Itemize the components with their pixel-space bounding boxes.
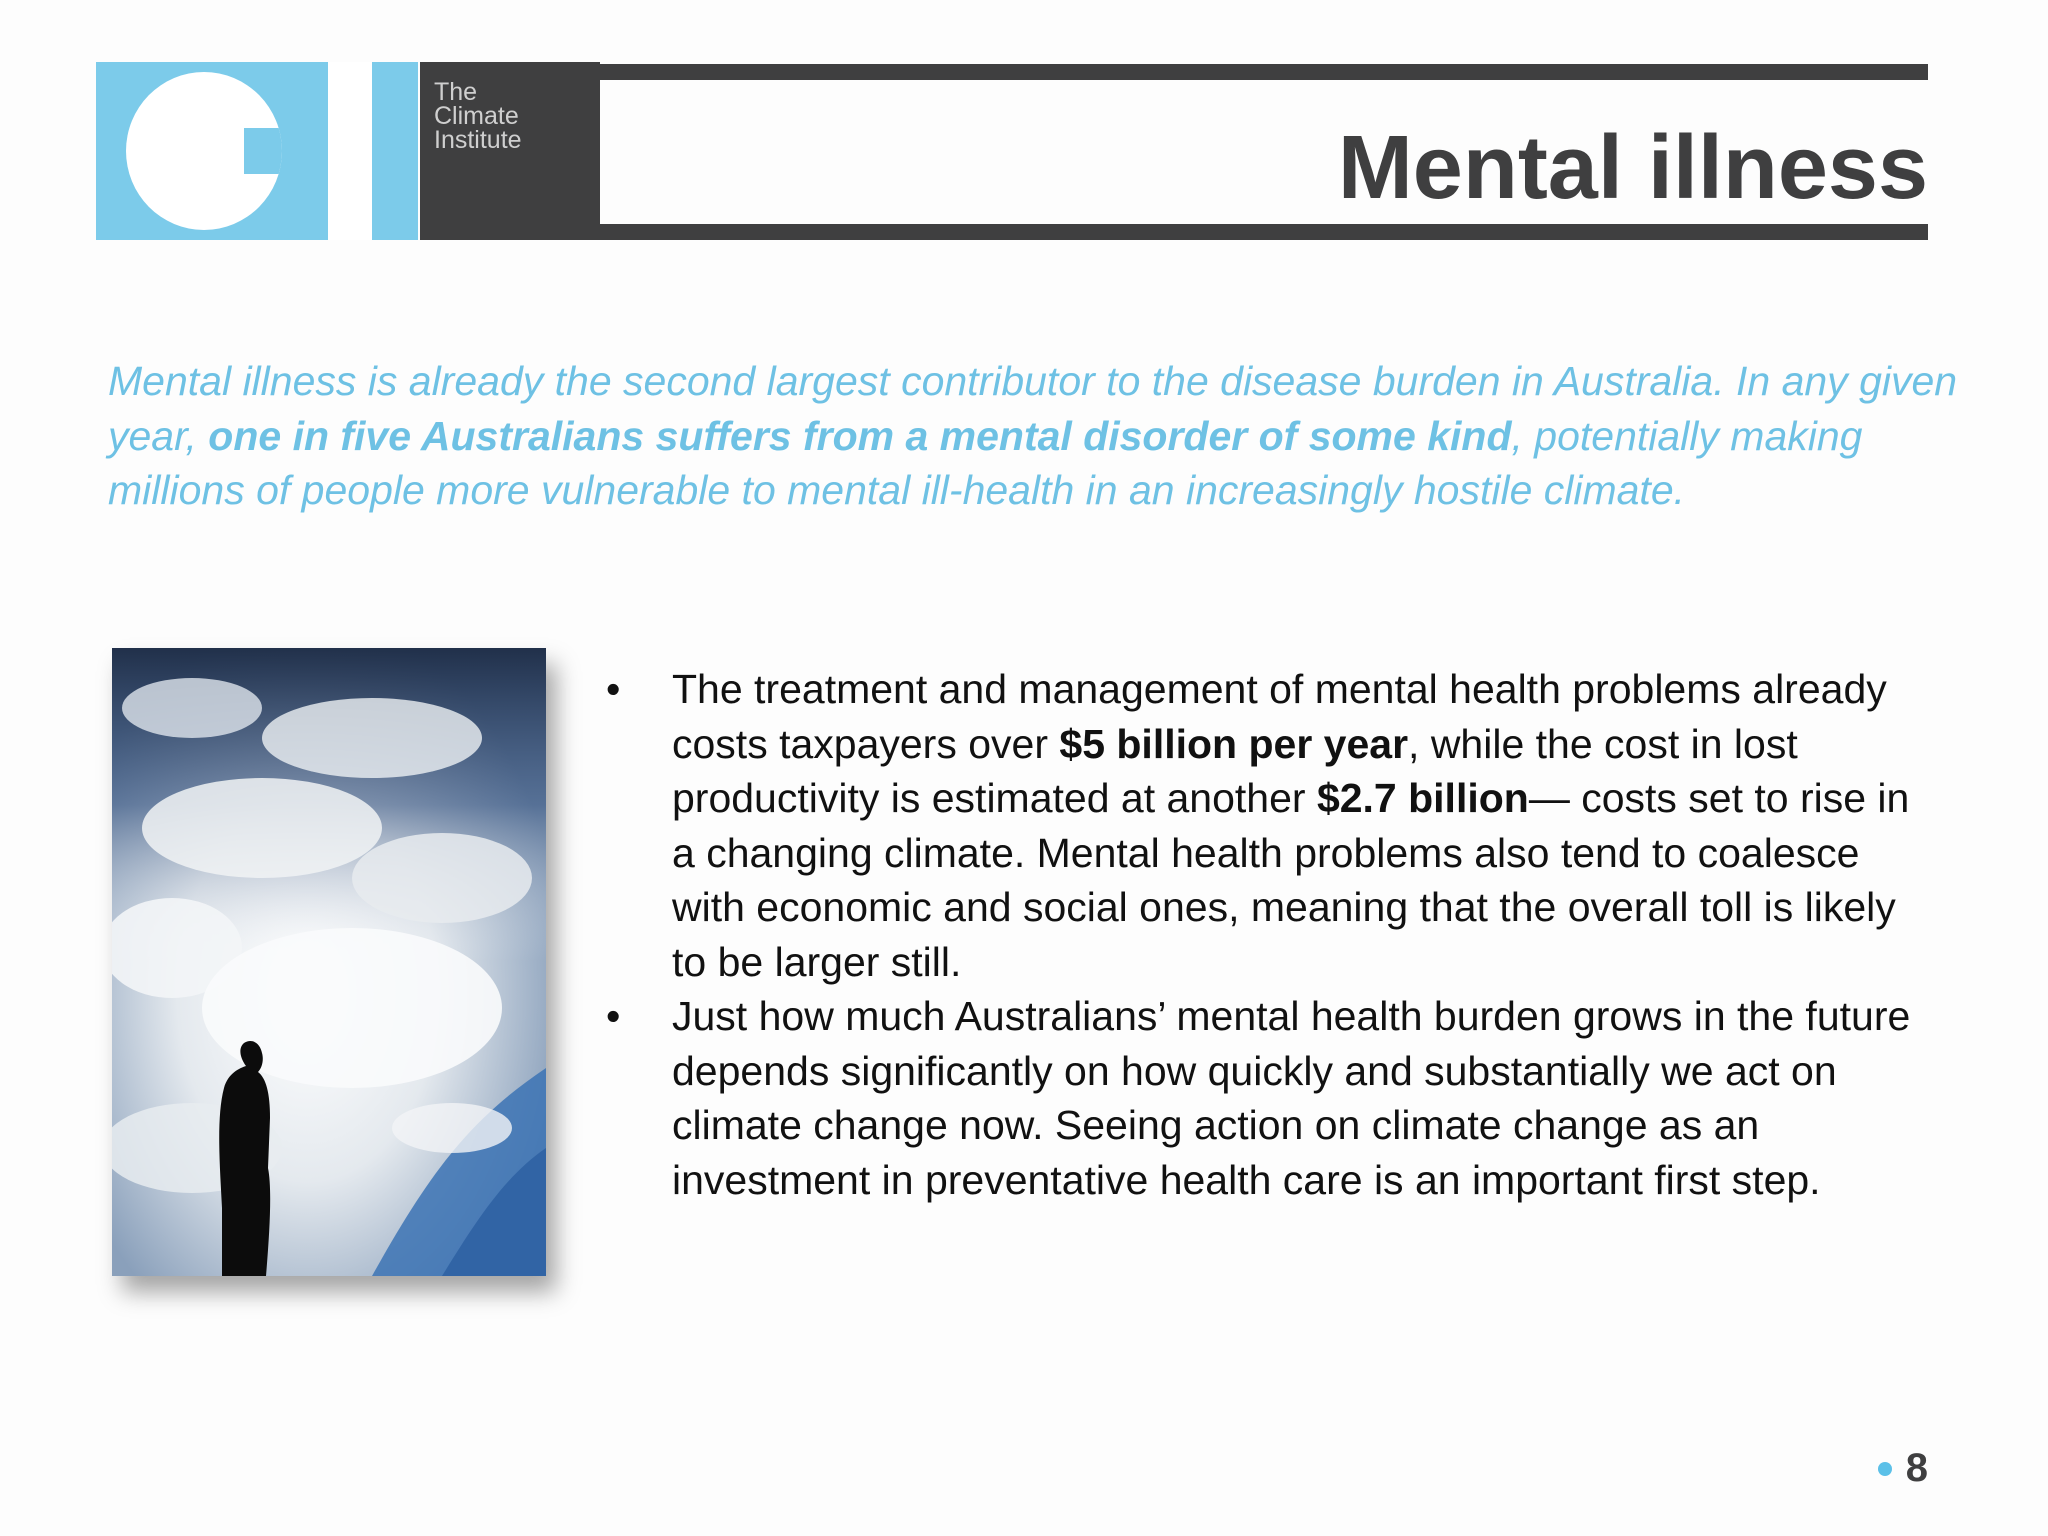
logo-line-3: Institute <box>434 126 522 154</box>
title-rule-top <box>580 64 1928 80</box>
page-number-value: 8 <box>1905 1446 1928 1490</box>
bullet-item-2 <box>600 989 1940 1207</box>
logo-wordmark <box>420 62 600 240</box>
logo-line-1: The <box>434 78 478 106</box>
intro-text-1: Mental illness is already the second largest contributor to the disease burden in Australia. In any given year, <box>108 358 1958 459</box>
intro-text-2: , potentially making millions of people more vulnerable to mental ill-health in an increasingly hostile climate. <box>108 412 1863 513</box>
climate-institute-logo <box>96 62 522 242</box>
bullet-1-bold-2: $2.7 billion <box>1316 775 1529 821</box>
intro-paragraph <box>108 354 1958 518</box>
bullet-list <box>600 662 1940 1207</box>
page-number-dot <box>1878 1462 1892 1476</box>
bullet-item-1 <box>600 662 1940 989</box>
title-rule-bottom <box>580 224 1928 240</box>
bullet-marker: • <box>606 993 621 1039</box>
bullet-1-text-1: The treatment and management of mental health problems already costs taxpayers over <box>672 666 1887 767</box>
page-number <box>1878 1446 1928 1491</box>
logo-i-letter <box>328 62 372 240</box>
bullet-1-text-3: — costs set to rise in a changing climate. Mental health problems also tend to coalesce with economic and social ones, meaning that the overall toll is likely to be larger still. <box>672 775 1910 985</box>
intro-emphasis: one in five Australians suffers from a mental disorder of some kind <box>208 412 1512 459</box>
bullet-1-bold-1: $5 billion per year <box>1059 720 1409 767</box>
logo-c-letter <box>126 72 282 230</box>
bullet-1-text-2: , while the cost in lost productivity is estimated at another <box>672 720 1798 821</box>
logo-line-2: Climate <box>434 102 519 130</box>
slide-title: Mental illness <box>1337 118 1928 218</box>
sky-silhouette-photo <box>112 648 546 1276</box>
bullet-marker: • <box>606 666 621 712</box>
bullet-2-text: Just how much Australians’ mental health burden grows in the future depends significantly on how quickly and substantially we act on climate change now. Seeing action on climate change as an investment in preventative health care is an important first step. <box>672 993 1911 1203</box>
